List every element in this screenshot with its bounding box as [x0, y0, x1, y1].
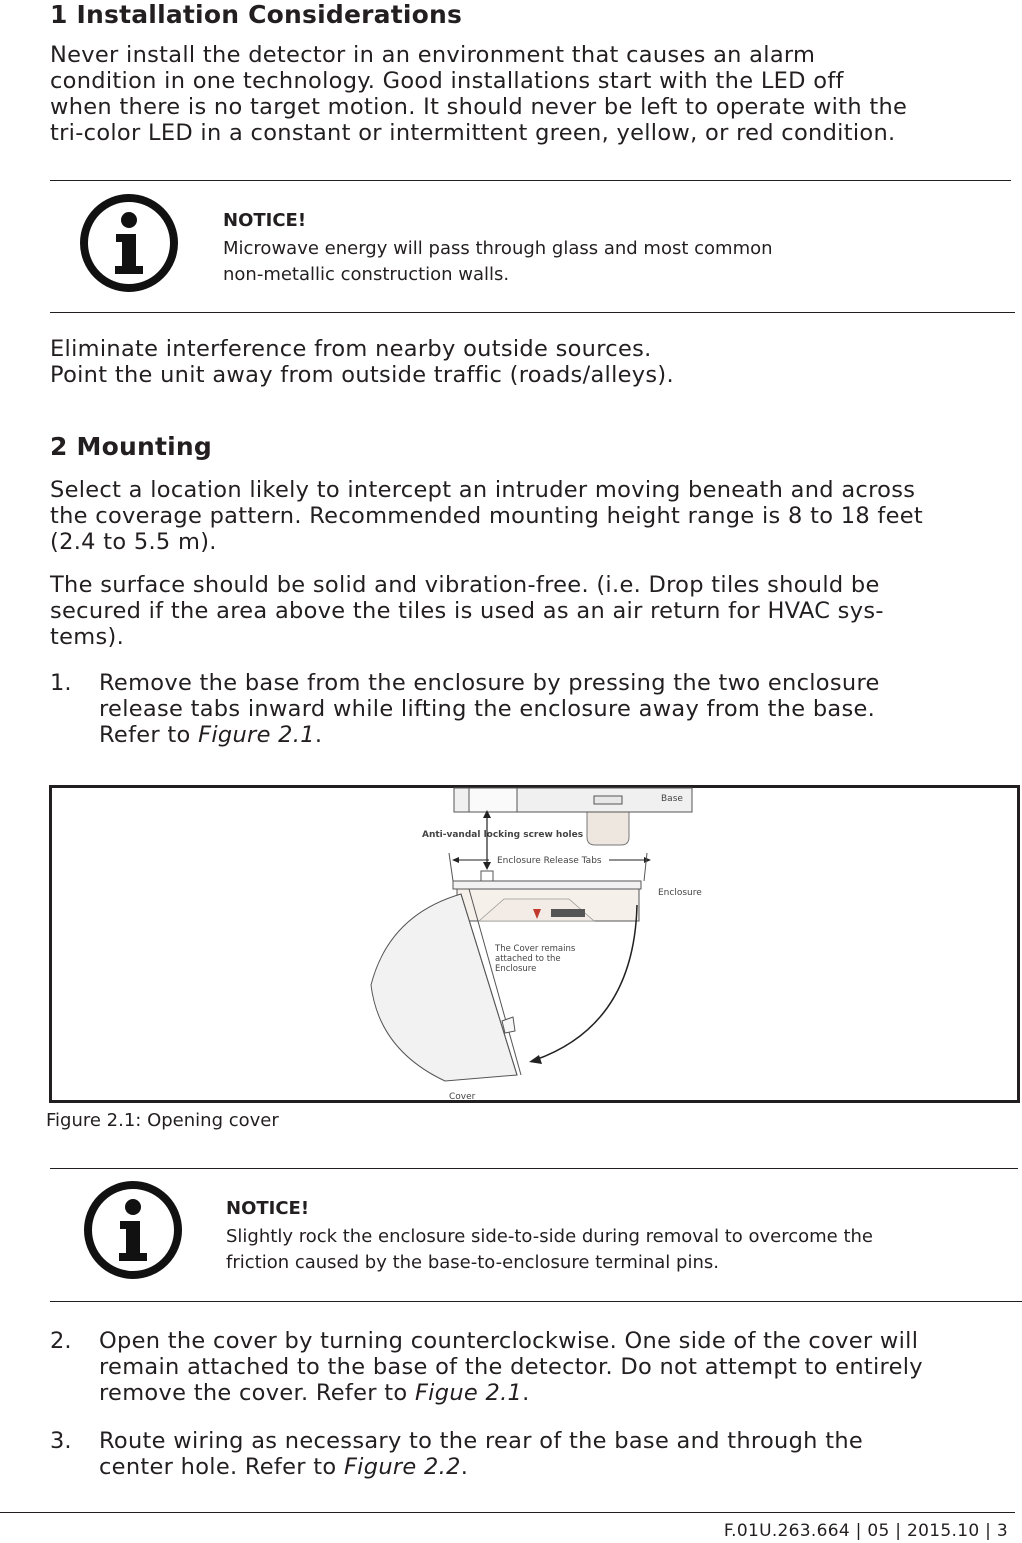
text-line: Enclosure	[495, 964, 537, 974]
figure-caption: Figure 2.1: Opening cover	[46, 1110, 279, 1131]
label-base: Base	[661, 794, 683, 804]
text-line: Route wiring as necessary to the rear of the base and through the	[99, 1428, 864, 1454]
label-screw-holes: Anti-vandal locking screw holes	[422, 830, 584, 840]
text-line: remain attached to the base of the detector. Do not attempt to entirely	[99, 1354, 923, 1380]
notice-bottom-rule	[50, 312, 1015, 313]
text-line: tems).	[50, 624, 125, 650]
notice-top-rule	[50, 180, 1011, 181]
interference-paragraph	[50, 336, 1015, 388]
info-icon	[78, 192, 180, 294]
text-line: Remove the base from the enclosure by pressing the two enclosure	[99, 670, 880, 696]
section-heading-mounting: 2 Mounting	[50, 432, 212, 461]
text-line: secured if the area above the tiles is used as an air return for HVAC sys-	[50, 598, 884, 624]
figure-reference: Figure 2.1	[198, 722, 315, 748]
notice-top-rule	[50, 1168, 1018, 1169]
notice-text	[226, 1224, 1016, 1276]
text-line: Never install the detector in an environment that causes an alarm	[50, 42, 816, 68]
figure-opening-cover	[49, 785, 1020, 1103]
text-line: friction caused by the base-to-enclosure terminal pins.	[226, 1252, 719, 1273]
step-3-text	[99, 1428, 1017, 1480]
label-release-tabs: Enclosure Release Tabs	[497, 856, 602, 866]
text-line	[99, 1380, 1017, 1406]
text-line: Point the unit away from outside traffic (roads/alleys).	[50, 362, 674, 388]
figure-reference: Figure 2.2	[343, 1454, 461, 1480]
text-line: non-metallic construction walls.	[223, 264, 510, 285]
text-line: when there is no target motion. It should never be left to operate with the	[50, 94, 908, 120]
label-cover: Cover	[449, 1092, 476, 1102]
text-line: condition in one technology. Good installations start with the LED off	[50, 68, 844, 94]
mounting-paragraph-1	[50, 477, 1015, 555]
info-icon	[82, 1179, 184, 1281]
text-line: Eliminate interference from nearby outside sources.	[50, 336, 652, 362]
text-line: attached to the	[495, 954, 561, 964]
footer-rule	[0, 1512, 1015, 1513]
notice-bottom-rule	[50, 1301, 1022, 1302]
text-line	[99, 722, 1014, 748]
page-footer: F.01U.263.664 | 05 | 2015.10 | 3	[723, 1521, 1008, 1541]
ref-suffix: .	[460, 1454, 469, 1480]
notice-text	[223, 236, 1003, 288]
text-line: The Cover remains	[495, 944, 576, 954]
step-2-text	[99, 1328, 1017, 1406]
text-line: The surface should be solid and vibration-free. (i.e. Drop tiles should be	[50, 572, 880, 598]
text-line: Open the cover by turning counterclockwise. One side of the cover will	[99, 1328, 919, 1354]
text-line	[99, 1454, 1017, 1480]
ref-prefix: remove the cover. Refer to	[99, 1380, 415, 1406]
ref-suffix: .	[522, 1380, 530, 1406]
notice-title: NOTICE!	[223, 210, 307, 231]
notice-title: NOTICE!	[226, 1198, 310, 1219]
ref-prefix: Refer to	[99, 722, 199, 748]
step-number: 1.	[50, 670, 72, 696]
installation-paragraph	[50, 42, 1015, 146]
mounting-paragraph-2	[50, 572, 1015, 650]
step-number: 3.	[50, 1428, 72, 1454]
text-line: Slightly rock the enclosure side-to-side during removal to overcome the	[226, 1226, 874, 1247]
text-line: Microwave energy will pass through glass and most common	[223, 238, 773, 259]
ref-prefix: center hole. Refer to	[99, 1454, 344, 1480]
text-line: the coverage pattern. Recommended mounting height range is 8 to 18 feet	[50, 503, 924, 529]
label-enclosure: Enclosure	[658, 888, 702, 898]
section-heading-installation: 1 Installation Considerations	[50, 0, 463, 29]
text-line: tri-color LED in a constant or intermittent green, yellow, or red condition.	[50, 120, 896, 146]
step-number: 2.	[50, 1328, 72, 1354]
text-line: (2.4 to 5.5 m).	[50, 529, 217, 555]
ref-suffix: .	[314, 722, 323, 748]
figure-reference: Figue 2.1	[414, 1380, 523, 1406]
text-line: Select a location likely to intercept an intruder moving beneath and across	[50, 477, 916, 503]
text-line: release tabs inward while lifting the enclosure away from the base.	[99, 696, 876, 722]
step-1-text	[99, 670, 1014, 748]
